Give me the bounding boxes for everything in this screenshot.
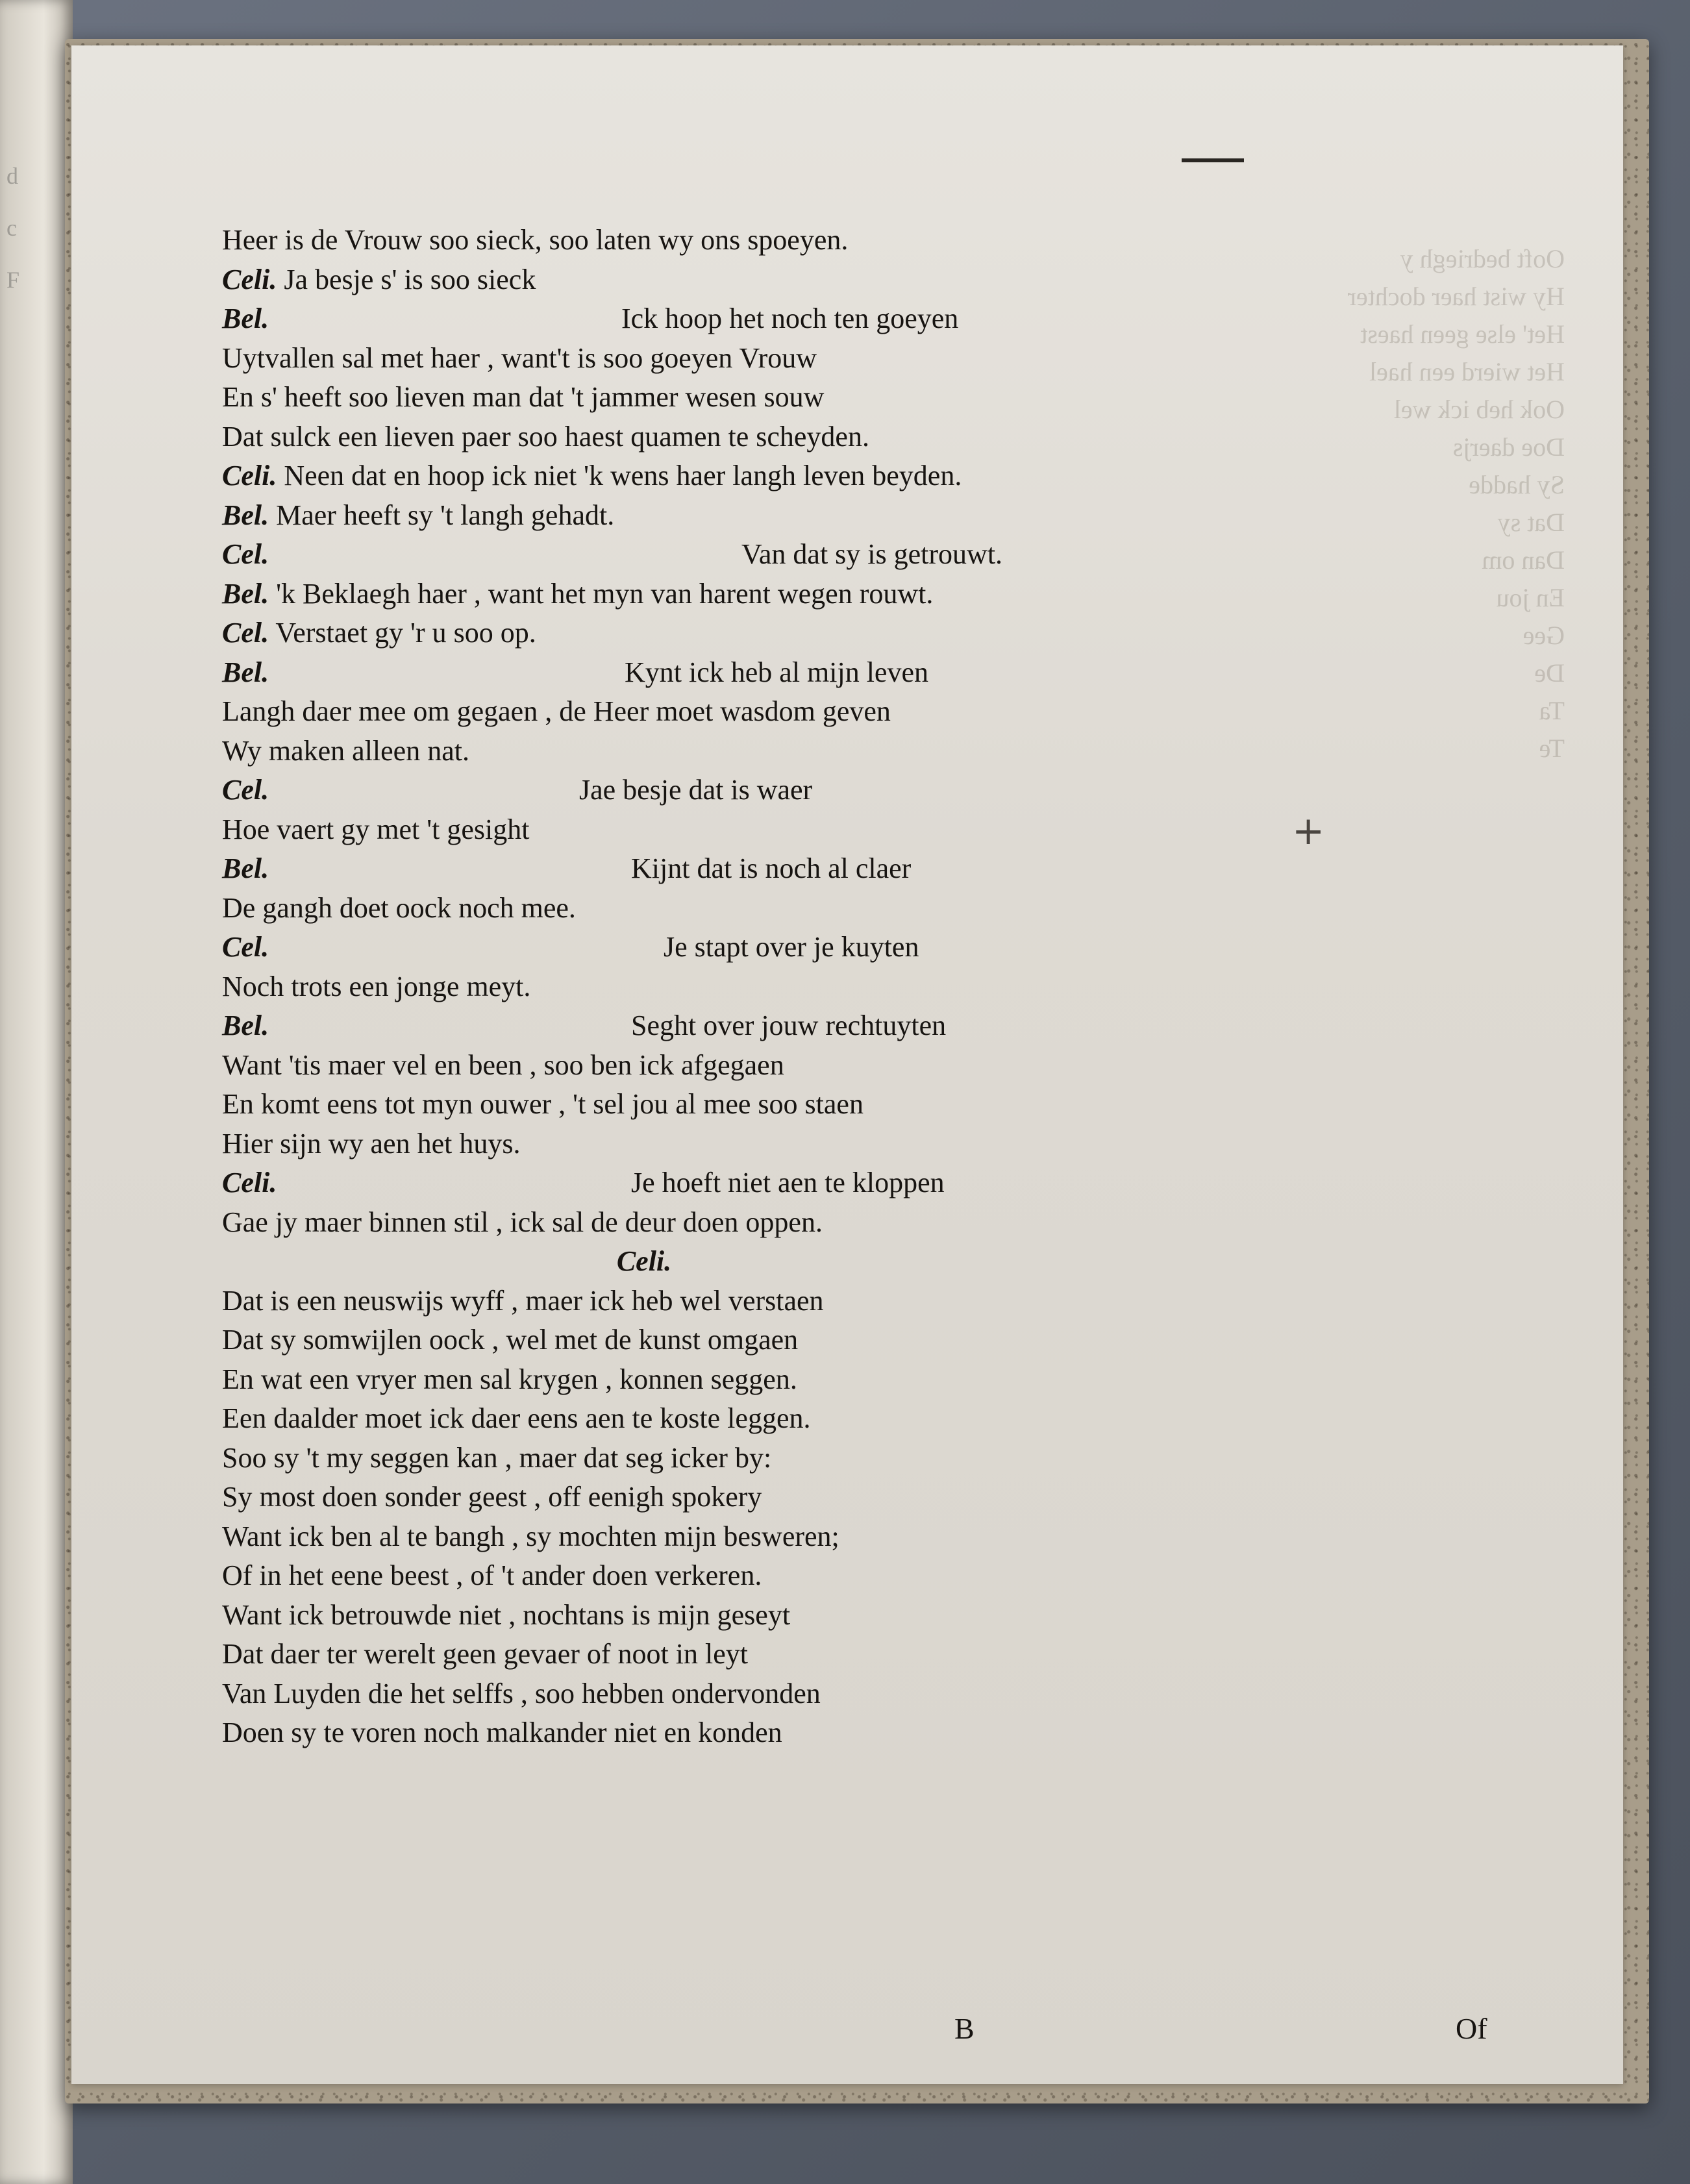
line-text: En wat een vryer men sal krygen , konnen seggen. xyxy=(222,1363,797,1395)
verse-line xyxy=(222,692,1287,732)
line-text: Sy most doen sonder geest , off eenigh spokery xyxy=(222,1481,762,1513)
verse-line xyxy=(222,1713,1287,1753)
line-text: Gae jy maer binnen stil , ick sal de deur doen oppen. xyxy=(222,1206,823,1238)
verse-line xyxy=(222,496,1287,536)
line-text: Hier sijn wy aen het huys. xyxy=(222,1127,521,1160)
line-text: Dat is een neuswijs wyff , maer ick heb wel verstaen xyxy=(222,1284,824,1317)
line-text: Wy maken alleen nat. xyxy=(222,734,469,767)
line-text: Ja besje s' is soo sieck xyxy=(284,263,536,295)
line-text: 'k Beklaegh haer , want het myn van harent wegen rouwt. xyxy=(276,577,934,610)
verse-line xyxy=(222,1478,1287,1517)
line-text: Van Luyden die het selffs , soo hebben ondervonden xyxy=(222,1677,821,1709)
speaker-label: Celi. xyxy=(222,1167,277,1198)
line-text: De gangh doet oock noch mee. xyxy=(222,891,576,924)
verse-line xyxy=(222,1556,1287,1596)
line-text: Seght over jouw rechtuyten xyxy=(631,1010,947,1041)
speaker-label: Bel. xyxy=(222,577,269,610)
verse-line xyxy=(222,1439,1287,1478)
verse-line xyxy=(222,810,1287,850)
line-text: Maer heeft sy 't langh gehadt. xyxy=(276,499,615,531)
line-text: Een daalder moet ick daer eens aen te koste leggen. xyxy=(222,1402,811,1434)
page-footer xyxy=(222,2011,1487,2050)
line-text: Je stapt over je kuyten xyxy=(664,931,919,963)
line-text: Kijnt dat is noch al claer xyxy=(631,852,912,884)
verse-line xyxy=(222,575,1287,614)
verse-line xyxy=(222,1085,1287,1124)
line-text: Ick hoop het noch ten goeyen xyxy=(621,303,959,334)
speaker-label: Bel. xyxy=(222,852,269,884)
speaker-label: Cel. xyxy=(222,774,269,806)
verse-line xyxy=(222,456,1287,496)
verse-line xyxy=(222,614,1287,653)
verse-line xyxy=(222,732,1287,771)
facing-page-bleed-text: F xyxy=(6,267,20,293)
verse-line xyxy=(222,339,1287,378)
show-through-text: Ooft bedriegh y Hy wist haer dochter Het' else geen haest Het wierd een hael Ook heb ick wel Doe daerjs Sy hadde Dat sy Dan om En jou Gee De Ta Te xyxy=(1347,244,1565,763)
verse-line xyxy=(222,535,1287,575)
verse-line xyxy=(222,1046,1287,1086)
speaker-label: Bel. xyxy=(222,499,269,531)
speaker-label: Cel. xyxy=(222,538,269,570)
line-text: Of in het eene beest , of 't ander doen verkeren. xyxy=(222,1559,762,1591)
verse-line xyxy=(222,1006,1287,1046)
line-text: Dat daer ter werelt geen gevaer of noot in leyt xyxy=(222,1638,748,1670)
line-text: Noch trots een jonge meyt. xyxy=(222,970,531,1002)
line-text: En s' heeft soo lieven man dat 't jammer wesen souw xyxy=(222,381,825,413)
line-text: Kynt ick heb al mijn leven xyxy=(625,656,928,688)
line-text: Heer is de Vrouw soo sieck, soo laten wy ons spoeyen. xyxy=(222,224,849,256)
facing-page-edge xyxy=(0,0,73,2184)
line-text: En komt eens tot myn ouwer , 't sel jou al mee soo staen xyxy=(222,1088,864,1120)
line-text: Hoe vaert gy met 't gesight xyxy=(222,813,530,845)
speaker-label: Bel. xyxy=(222,303,269,334)
verse-line xyxy=(222,1517,1287,1557)
verse-line xyxy=(222,1360,1287,1400)
line-text: Want 'tis maer vel en been , soo ben ick afgegaen xyxy=(222,1049,784,1081)
verse-line xyxy=(222,771,1287,810)
speaker-label: Celi. xyxy=(222,263,277,295)
line-text: Dat sulck een lieven paer soo haest quamen te scheyden. xyxy=(222,420,869,453)
verse-line xyxy=(222,299,1287,339)
line-text: Jae besje dat is waer xyxy=(579,774,813,806)
speaker-label: Cel. xyxy=(222,931,269,963)
verse-line xyxy=(222,378,1287,417)
line-text: Van dat sy is getrouwt. xyxy=(741,538,1003,570)
line-text: Je hoeft niet aen te kloppen xyxy=(631,1167,945,1198)
speaker-label: Bel. xyxy=(222,656,269,688)
verse-line xyxy=(222,889,1287,928)
verse-line xyxy=(222,1399,1287,1439)
line-text: Want ick ben al te bangh , sy mochten mijn besweren; xyxy=(222,1520,839,1552)
margin-plus-mark: + xyxy=(1292,808,1325,854)
facing-page-bleed-text: c xyxy=(6,215,17,241)
verse-line xyxy=(222,1282,1287,1321)
verse-line xyxy=(222,928,1287,967)
speaker-heading: Celi. xyxy=(616,1245,672,1277)
verse-line xyxy=(222,1635,1287,1674)
verse-line xyxy=(222,849,1287,889)
verse-line xyxy=(222,1242,1066,1282)
line-text: Doen sy te voren noch malkander niet en konden xyxy=(222,1717,782,1748)
signature-mark: B xyxy=(954,2012,975,2045)
catchword: Of xyxy=(1456,2012,1487,2045)
verse-line xyxy=(222,1163,1287,1203)
verse-line xyxy=(222,260,1287,300)
margin-dash-mark xyxy=(1182,158,1244,162)
verse-line xyxy=(222,1124,1287,1164)
verse-line xyxy=(222,1321,1287,1360)
speaker-label: Celi. xyxy=(222,460,277,491)
speaker-label: Bel. xyxy=(222,1010,269,1041)
verse-line xyxy=(222,1674,1287,1714)
speaker-label: Cel. xyxy=(222,617,269,649)
line-text: Neen dat en hoop ick niet 'k wens haer langh leven beyden. xyxy=(284,460,962,491)
verse-line xyxy=(222,221,1287,260)
verse-line xyxy=(222,967,1287,1007)
line-text: Verstaet gy 'r u soo op. xyxy=(275,617,536,649)
verse-line xyxy=(222,417,1287,457)
facing-page-bleed-text: d xyxy=(6,163,18,189)
verse-line xyxy=(222,653,1287,693)
line-text: Soo sy 't my seggen kan , maer dat seg icker by: xyxy=(222,1441,772,1474)
verse-line xyxy=(222,1596,1287,1635)
line-text: Want ick betrouwde niet , nochtans is mijn geseyt xyxy=(222,1598,791,1631)
line-text: Dat sy somwijlen oock , wel met de kunst omgaen xyxy=(222,1324,799,1356)
line-text: Langh daer mee om gegaen , de Heer moet wasdom geven xyxy=(222,695,891,727)
line-text: Uytvallen sal met haer , want't is soo goeyen Vrouw xyxy=(222,341,817,374)
verse-line xyxy=(222,1203,1287,1243)
